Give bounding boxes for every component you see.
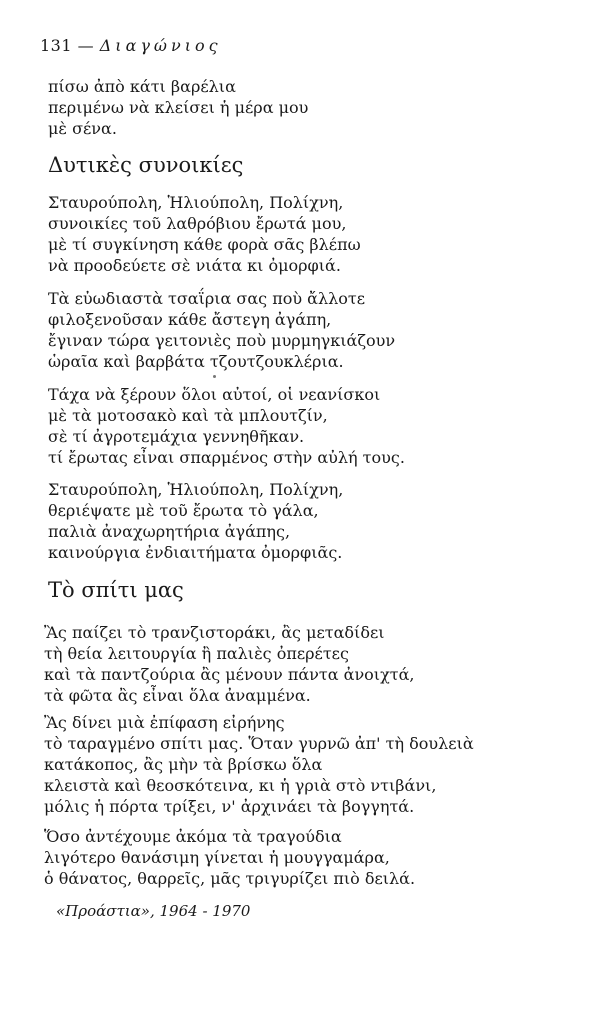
poem2-stanza-3 — [44, 826, 415, 889]
poem-line: σὲ τί ἀγροτεμάχια γεννηθῆκαν. — [48, 427, 305, 446]
poem-line: νὰ προοδεύετε σὲ νιάτα κι ὀμορφιά. — [48, 256, 341, 275]
poem-line: πίσω ἀπὸ κάτι βαρέλια — [48, 77, 236, 96]
poem-line: καινούργια ἐνδιαιτήματα ὀμορφιᾶς. — [48, 543, 343, 562]
poem-line: Σταυρούπολη, Ἡλιούπολη, Πολίχνη, — [48, 480, 344, 499]
poem-line: μὲ σένα. — [48, 119, 117, 138]
poem-line: περιμένω νὰ κλείσει ἡ μέρα μου — [48, 98, 309, 117]
poem-line: Ἂς παίζει τὸ τρανζιστοράκι, ἂς μεταδίδει — [44, 623, 385, 642]
poem-line: συνοικίες τοῦ λαθρόβιου ἔρωτά μου, — [48, 214, 347, 233]
source-citation — [56, 902, 250, 920]
poem-line: φιλοξενοῦσαν κάθε ἄστεγη ἀγάπη, — [48, 310, 332, 329]
poem2-stanza-1 — [44, 622, 415, 706]
poem-line: Ὅσο ἀντέχουμε ἀκόμα τὰ τραγούδια — [44, 827, 342, 846]
poem-line: τὴ θεία λειτουργία ἢ παλιὲς ὀπερέτες — [44, 644, 349, 663]
poem-line: θεριέψατε μὲ τοῦ ἔρωτα τὸ γάλα, — [48, 501, 319, 520]
poem-title-spiti: Τὸ σπίτι μας — [48, 578, 184, 602]
poem-line: Τὰ εὐωδιαστὰ τσαΐρια σας ποὺ ἄλλοτε — [48, 289, 366, 308]
poem-line: τί ἔρωτας εἶναι σπαρμένος στὴν αὐλή τους. — [48, 448, 405, 467]
poem-line: Σταυρούπολη, Ἡλιούπολη, Πολίχνη, — [48, 193, 344, 212]
poem-line: Ἂς δίνει μιὰ ἐπίφαση εἰρήνης — [44, 713, 285, 732]
poem-line: κλειστὰ καὶ θεοσκότεινα, κι ἡ γριὰ στὸ ντιβάνι, — [44, 776, 437, 795]
poem1-stanza-4 — [48, 479, 343, 563]
poem-title-dytikes: Δυτικὲς συνοικίες — [48, 153, 244, 177]
poem1-stanza-3 — [48, 384, 405, 468]
poem1-stanza-1 — [48, 192, 361, 276]
poem-line: ἔγιναν τώρα γειτονιὲς ποὺ μυρμηγκιάζουν — [48, 331, 396, 350]
poem-line: μὲ τί συγκίνηση κάθε φορὰ σᾶς βλέπω — [48, 235, 361, 254]
running-header — [40, 36, 222, 55]
poem2-stanza-2 — [44, 712, 474, 817]
poem-line: παλιὰ ἀναχωρητήρια ἀγάπης, — [48, 522, 291, 541]
print-speck — [213, 375, 216, 378]
header-dash: — — [77, 36, 95, 55]
page-number: 131 — [40, 36, 73, 55]
poem-line: ὁ θάνατος, θαρρεῖς, μᾶς τριγυρίζει πιὸ δειλά. — [44, 869, 416, 888]
citation-source: «Προάστια», — [56, 902, 155, 920]
poem-line: ὡραῖα καὶ βαρβάτα τζουτζουκλέρια. — [48, 352, 344, 371]
citation-years: 1964 - 1970 — [159, 902, 251, 920]
poem-line: κατάκοπος, ἂς μὴν τὰ βρίσκω ὅλα — [44, 755, 323, 774]
poem-line: λιγότερο θανάσιμη γίνεται ἡ μουγγαμάρα, — [44, 848, 390, 867]
poem1-stanza-2 — [48, 288, 395, 372]
intro-stanza — [48, 76, 308, 139]
poem-line: μόλις ἡ πόρτα τρίξει, ν' ἀρχινάει τὰ βογγητά. — [44, 797, 415, 816]
poem-line: τὰ φῶτα ἂς εἶναι ὅλα ἀναμμένα. — [44, 686, 311, 705]
poem-line: μὲ τὰ μοτοσακὸ καὶ τὰ μπλουτζίν, — [48, 406, 328, 425]
poem-line: Τάχα νὰ ξέρουν ὅλοι αὐτοί, οἱ νεανίσκοι — [48, 385, 381, 404]
poem-line: τὸ ταραγμένο σπίτι μας. Ὅταν γυρνῶ ἀπ' τὴ δουλειὰ — [44, 734, 474, 753]
poem-line: καὶ τὰ παντζούρια ἂς μένουν πάντα ἀνοιχτά, — [44, 665, 415, 684]
magazine-title: Διαγώνιος — [99, 36, 222, 55]
